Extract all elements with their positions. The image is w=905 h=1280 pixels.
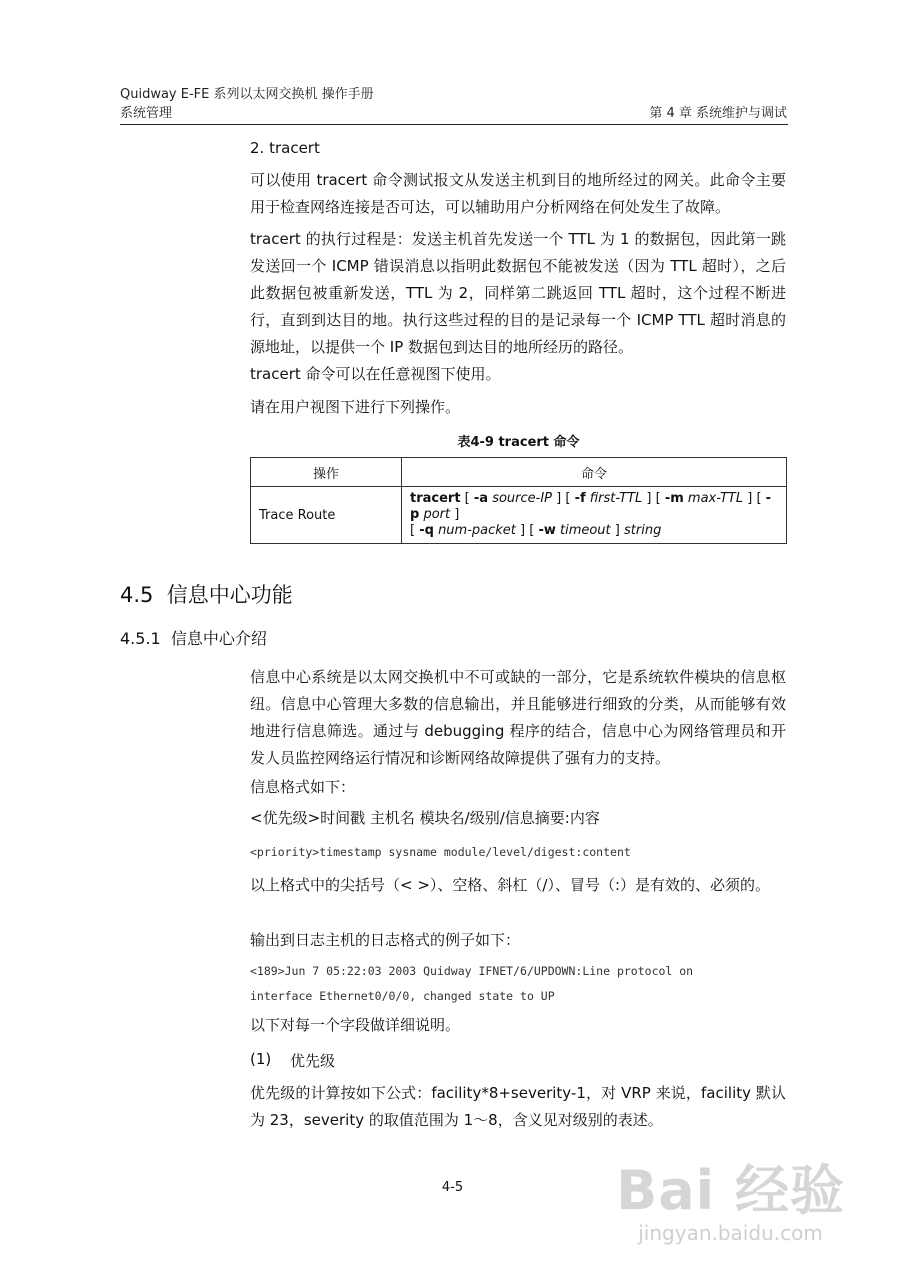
header-chapter: 第 4 章 系统维护与调试 bbox=[649, 106, 787, 121]
tracert-heading: 2. tracert bbox=[250, 139, 320, 157]
list-item-title: 优先级 bbox=[290, 1052, 336, 1070]
table-cell-command: tracert [ -a source-IP ] [ -f first-TTL ] [ -m max-TTL ] [ -p port ] [ -q num-packet ] [ -w timeout ] string bbox=[402, 487, 787, 544]
table-row bbox=[251, 487, 787, 544]
page-number: 4-5 bbox=[441, 1180, 464, 1195]
header-section: 系统管理 bbox=[120, 106, 173, 121]
format-note-paragraph: 以上格式中的尖括号（< >）、空格、斜杠（/）、冒号（:）是有效的、必须的。 bbox=[250, 876, 771, 894]
cmd-argument: string bbox=[624, 523, 662, 538]
example-label: 输出到日志主机的日志格式的例子如下： bbox=[250, 931, 521, 949]
tracert-paragraph-2: tracert 的执行过程是：发送主机首先发送一个 TTL 为 1 的数据包，因此第一跳发送回一个 ICMP 错误消息以指明此数据包不能被发送（因为 TTL 超时），之后此数据包被重新发送，TTL 为 2，同样第二跳返回 TTL 超时，这个过程不断进行，直到到达目的地。执行这些过程的目的是记录每一个 ICMP TTL 超时消息的源地址，以提供一个 IP 数据包到达目的地所经历的路径。 bbox=[250, 230, 786, 356]
cmd-option: -a bbox=[473, 491, 489, 506]
example-code-line-2: interface Ethernet0/0/0, changed state to UP bbox=[250, 989, 555, 1003]
tracert-paragraph-3: tracert 命令可以在任意视图下使用。 bbox=[250, 365, 501, 383]
cmd-option: -m bbox=[664, 491, 684, 506]
baidu-jingyan-watermark bbox=[616, 1148, 845, 1245]
cmd-argument: num-packet bbox=[438, 523, 516, 538]
cmd-keyword: tracert bbox=[410, 491, 461, 506]
list-item-number: (1) bbox=[250, 1050, 272, 1068]
cmd-argument: first-TTL bbox=[589, 491, 643, 506]
format-code: <priority>timestamp sysname module/level/digest:content bbox=[250, 845, 631, 859]
tracert-paragraph-1: 可以使用 tracert 命令测试报文从发送主机到目的地所经过的网关。此命令主要用于检查网络连接是否可达，可以辅助用户分析网络在何处发生了故障。 bbox=[250, 171, 786, 216]
cmd-argument: port bbox=[423, 507, 451, 522]
cmd-option: -p bbox=[410, 491, 772, 522]
table-header-operation: 操作 bbox=[251, 458, 402, 487]
section-number: 4.5 bbox=[120, 583, 154, 607]
header-title: Quidway E-FE 系列以太网交换机 操作手册 bbox=[120, 87, 374, 102]
cmd-option: -q bbox=[419, 523, 434, 538]
cmd-option: -w bbox=[538, 523, 556, 538]
tracert-command-table bbox=[250, 457, 787, 544]
subsection-number: 4.5.1 bbox=[120, 629, 161, 648]
format-label: 信息格式如下： bbox=[250, 778, 356, 796]
cmd-argument: max-TTL bbox=[687, 491, 744, 506]
table-caption: 表4-9 tracert 命令 bbox=[457, 435, 580, 450]
section-heading bbox=[120, 579, 293, 609]
watermark-url: jingyan.baidu.com bbox=[638, 1221, 823, 1245]
table-cell-operation: Trace Route bbox=[251, 487, 402, 544]
cmd-argument: source-IP bbox=[492, 491, 553, 506]
table-header-row bbox=[251, 458, 787, 487]
tracert-paragraph-4: 请在用户视图下进行下列操作。 bbox=[250, 398, 461, 416]
info-center-paragraph-1: 信息中心系统是以太网交换机中不可或缺的一部分，它是系统软件模块的信息枢纽。信息中心管理大多数的信息输出，并且能够进行细致的分类，从而能够有效地进行信息筛选。通过与 debugging 程序的结合，信息中心为网络管理员和开发人员监控网络运行情况和诊断网络故障提供了强有力的支持。 bbox=[250, 668, 786, 767]
watermark-brand: Bai 经验 bbox=[616, 1159, 845, 1222]
subsection-heading bbox=[120, 626, 267, 649]
subsection-title: 信息中心介绍 bbox=[170, 629, 267, 648]
format-chinese: <优先级>时间戳 主机名 模块名/级别/信息摘要:内容 bbox=[250, 809, 600, 827]
section-title: 信息中心功能 bbox=[166, 583, 293, 607]
field-intro-paragraph: 以下对每一个字段做详细说明。 bbox=[250, 1016, 461, 1034]
header-rule bbox=[120, 124, 788, 125]
priority-paragraph: 优先级的计算按如下公式：facility*8+severity-1，对 VRP 来说，facility 默认为 23，severity 的取值范围为 1～8，含义见对级别的表述。 bbox=[250, 1084, 786, 1129]
table-header-command: 命令 bbox=[402, 458, 787, 487]
cmd-argument: timeout bbox=[559, 523, 611, 538]
example-code-line-1: <189>Jun 7 05:22:03 2003 Quidway IFNET/6/UPDOWN:Line protocol on bbox=[250, 964, 694, 978]
cmd-option: -f bbox=[574, 491, 586, 506]
